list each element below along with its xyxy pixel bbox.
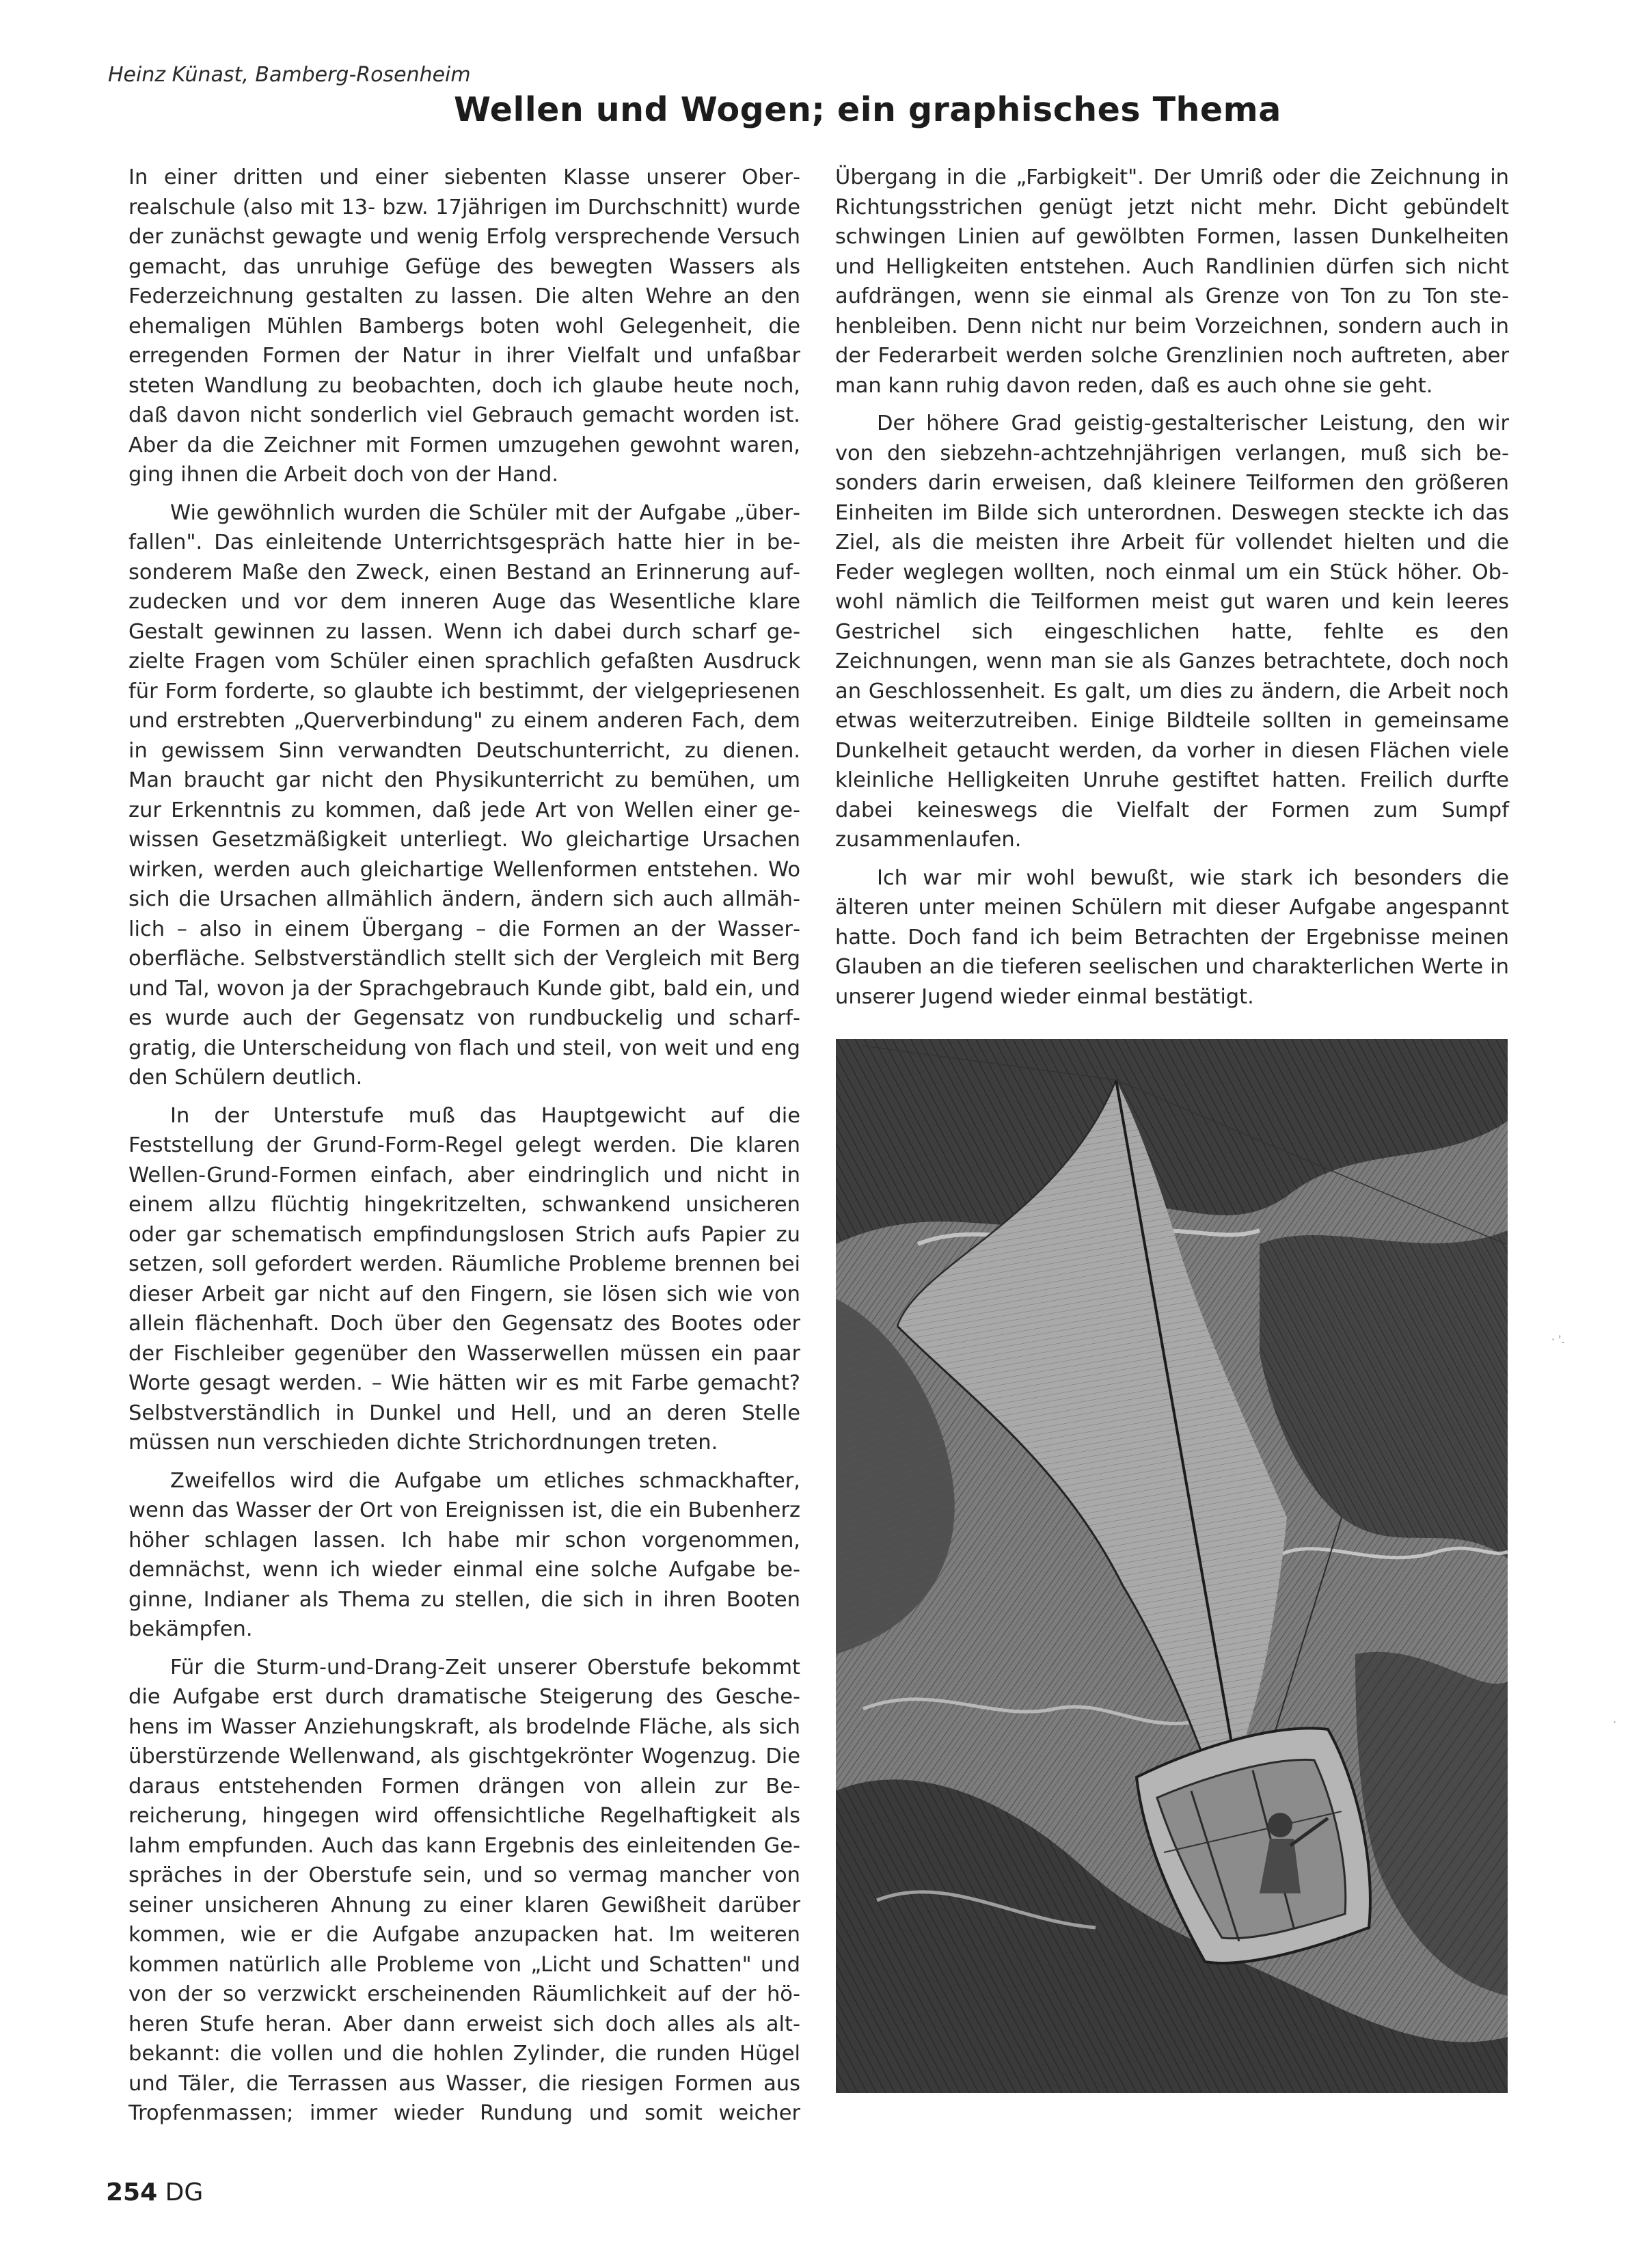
author-line: Heinz Künast, Bamberg-Rosenheim	[108, 63, 471, 87]
margin-mark: ·	[1613, 1716, 1617, 1729]
page-footer	[106, 2178, 203, 2206]
article-title: Wellen und Wogen; ein graphisches Thema	[454, 90, 1281, 129]
paragraph: Wie gewöhnlich wurden die Schüler mit der Aufgabe „überfallen". Das einleitende Unterrichtsgespräch hatte hier in besonderem Maße den Zweck, einen Bestand an Erinnerung aufzudecken und vor dem inneren Auge das Wesentliche klare Gestalt gewinnen zu lassen. Wenn ich dabei durch scharf gezielte Fragen vom Schüler einen sprachlich gefaßten Ausdruck für Form forderte, so glaubte ich bestimmt, der vielgepriesenen und erstrebten „Querverbindung" zu einem anderen Fach, dem in gewissem Sinn verwandten Deutschunterricht, zu dienen. Man braucht gar nicht den Physikunterricht zu bemühen, um zur Erkenntnis zu kommen, daß jede Art von Wellen einer gewissen Gesetzmäßigkeit unterliegt. Wo gleichartige Ursachen wirken, werden auch gleichartige Wellenformen entstehen. Wo sich die Ursachen allmählich ändern, ändern sich auch allmählich – also in einem Übergang – die Formen an der Wasseroberfläche. Selbstverständlich stellt sich der Vergleich mit Berg und Tal, wovon ja der Sprachgebrauch Kunde gibt, bald ein, und es wurde auch der Gegensatz von rundbuckelig und scharfgratig, die Unterscheidung von flach und steil, von weit und eng den Schülern deutlich.	[128, 500, 800, 1090]
paragraph: In einer dritten und einer siebenten Klasse unserer Oberrealschule (also mit 13- bzw. 17jährigen im Durchschnitt) wurde der zunächst gewagte und wenig Erfolg versprechende Versuch gemacht, das unruhige Gefüge des bewegten Wassers als Federzeichnung gestalten zu lassen. Die alten Wehre an den ehemaligen Mühlen Bambergs boten wohl Gelegenheit, die erregenden Formen der Natur in ihrer Vielfalt und unfaßbar steten Wandlung zu beobachten, doch ich glaube heute noch, daß davon nicht sonderlich viel Gebrauch gemacht worden ist. Aber da die Zeichner mit Formen umzugehen gewohnt waren, ging ihnen die Arbeit doch von der Hand.	[128, 165, 800, 487]
paragraph: Der höhere Grad geistig-gestalterischer Leistung, den wir von den siebzehn-achtzehnjährigen verlangen, muß sich besonders darin erweisen, daß kleinere Teilformen den größeren Einheiten im Bilde sich unterordnen. Deswegen steckte ich das Ziel, als die meisten ihre Arbeit für vollendet hielten und die Feder weglegen wollten, noch einmal um ein Stück höher. Obwohl nämlich die Teilformen meist gut waren und kein leeres Gestrichel sich eingeschlichen hatte, fehlte es den Zeichnungen, wenn man sie als Ganzes betrachtete, doch noch an Geschlossenheit. Es galt, um dies zu ändern, die Arbeit noch etwas weiterzutreiben. Einige Bildteile sollten in gemeinsame Dunkelheit getaucht werden, da vorher in diesen Flächen viele kleinliche Helligkeiten Unruhe gestiftet hatten. Freilich durfte dabei keineswegs die Vielfalt der Formen zum Sumpf zusammenlaufen.	[835, 411, 1509, 852]
paragraph: Übergang in die „Farbigkeit". Der Umriß oder die Zeichnung in Richtungsstrichen genügt jetzt nicht mehr. Dicht gebündelt schwingen Linien auf gewölbten Formen, lassen Dunkelheiten und Helligkeiten entstehen. Auch Randlinien dürfen sich nicht aufdrängen, wenn sie einmal als Grenze von Ton zu Ton stehenbleiben. Denn nicht nur beim Vorzeichnen, sondern auch in der Federarbeit werden solche Grenzlinien noch auftreten, aber man kann ruhig davon reden, daß es auch ohne sie geht.	[835, 165, 1509, 398]
pen-drawing	[836, 1039, 1508, 2093]
boat-in-waves-illustration	[836, 1039, 1508, 2093]
magazine-abbreviation: DG	[165, 2178, 204, 2206]
paragraph: Zweifellos wird die Aufgabe um etliches schmackhafter, wenn das Wasser der Ort von Ereignissen ist, die ein Bubenherz höher schlagen lassen. Ich habe mir schon vorgenommen, demnächst, wenn ich wieder einmal eine solche Aufgabe beginne, Indianer als Thema zu stellen, die sich in ihren Booten bekämpfen.	[128, 1468, 800, 1641]
paragraph: Für die Sturm-und-Drang-Zeit unserer Oberstufe bekommt die Aufgabe erst durch dramatische Steigerung des Geschehens im Wasser Anziehungskraft, als brodelnde Fläche, als sich überstürzende Wellenwand, als gischtgekrönter Wogenzug. Die daraus entstehenden Formen drängen von allein zur Bereicherung, hingegen wird offensichtliche Regelhaftigkeit als lahm empfunden. Auch das kann Ergebnis des einleitenden Gespräches in der Oberstufe sein, und so vermag mancher von seiner unsicheren Ahnung zu einer klaren Gewißheit darüber kommen, wie er die Aufgabe anzupacken hat. Im weiteren kommen natürlich alle Probleme von „Licht und Schatten" und von der so verzwickt erscheinenden Räumlichkeit auf der höheren Stufe heran. Aber dann erweist sich doch alles als altbekannt: die vollen und die hohlen Zylinder, die runden Hügel und Täler, die Terrassen aus Wasser, die riesigen Formen aus Tropfenmassen; immer wieder Rundung und somit weicher	[128, 1655, 800, 2125]
right-column	[835, 163, 1509, 1012]
left-column	[128, 163, 800, 2129]
paragraph: In der Unterstufe muß das Hauptgewicht auf die Feststellung der Grund-Form-Regel gelegt werden. Die klaren Wellen-Grund-Formen einfach, aber eindringlich und nicht in einem allzu flüchtig hingekritzelten, schwankend unsicheren oder gar schematisch empfindungslosen Strich aufs Papier zu setzen, soll gefordert werden. Räumliche Probleme brennen bei dieser Arbeit gar nicht auf den Fingern, sie lösen sich wie von allein flächenhaft. Doch über den Gegensatz des Bootes oder der Fischleiber gegenüber den Wasserwellen müssen ein paar Worte gesagt werden. – Wie hätten wir es mit Farbe gemacht? Selbstverständlich in Dunkel und Hell, und an deren Stelle müssen nun verschieden dichte Strichordnungen treten.	[128, 1103, 800, 1455]
margin-mark: · '.	[1551, 1333, 1565, 1346]
paragraph: Ich war mir wohl bewußt, wie stark ich besonders die älteren unter meinen Schülern mit dieser Aufgabe angespannt hatte. Doch fand ich beim Betrachten der Ergebnisse meinen Glauben an die tieferen seelischen und charakterlichen Werte in unserer Jugend wieder einmal bestätigt.	[835, 865, 1509, 1009]
page-number: 254	[106, 2178, 158, 2206]
